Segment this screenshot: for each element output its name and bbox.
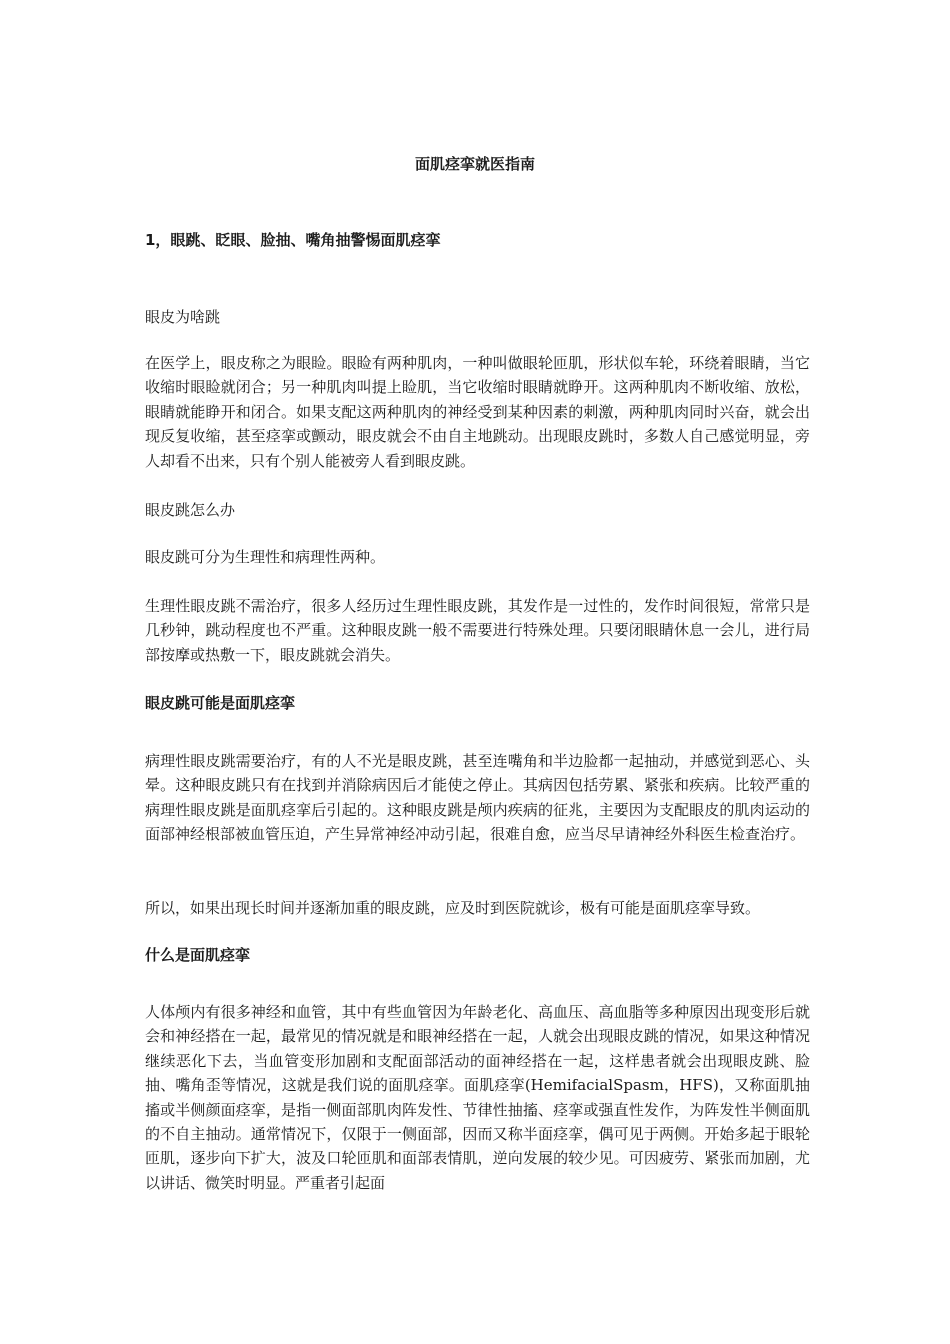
section-heading-1: 1，眼跳、眨眼、脸抽、嘴角抽警惕面肌痉挛 [145, 231, 441, 249]
subheading-what-to-do: 眼皮跳怎么办 [145, 501, 236, 519]
paragraph-definition: 人体颅内有很多神经和血管，其中有些血管因为年龄老化、高血压、高血脂等多种原因出现变形后就会和神经搭在一起，最常见的情况就是和眼神经搭在一起，人就会出现眼皮跳的情况，如果这种情况继续恶化下去，当血管变形加剧和支配面部活动的面神经搭在一起，这样患者就会出现眼皮跳、脸抽、嘴角歪等情况，这就是我们说的面肌痉挛。面肌痉挛(HemifacialSpasm，HFS)，又称面肌抽搐或半侧颜面痉挛，是指一侧面部肌肉阵发性、节律性抽搐、痉挛或强直性发作，为阵发性半侧面肌的不自主抽动。通常情况下，仅限于一侧面部，因而又称半面痉挛，偶可见于两侧。开始多起于眼轮匝肌，逐步向下扩大，波及口轮匝肌和面部表情肌，逆向发展的较少见。可因疲劳、紧张而加剧，尤以讲话、微笑时明显。严重者引起面 [145, 1003, 810, 1192]
heading-may-be-facial-spasm: 眼皮跳可能是面肌痉挛 [145, 694, 296, 712]
subheading-why-eyelid-twitch: 眼皮为啥跳 [145, 308, 221, 326]
paragraph-eyelid-anatomy: 在医学上，眼皮称之为眼睑。眼睑有两种肌肉，一种叫做眼轮匝肌，形状似车轮，环绕着眼睛，当它收缩时眼睑就闭合；另一种肌肉叫提上睑肌，当它收缩时眼睛就睁开。这两种肌肉不断收缩、放松，眼睛就能睁开和闭合。如果支配这两种肌肉的神经受到某种因素的刺激，两种肌肉同时兴奋，就会出现反复收缩，甚至痉挛或颤动，眼皮就会不由自主地跳动。出现眼皮跳时，多数人自己感觉明显，旁人却看不出来，只有个别人能被旁人看到眼皮跳。 [145, 354, 810, 470]
paragraph-two-types: 眼皮跳可分为生理性和病理性两种。 [145, 548, 386, 566]
paragraph-physiological: 生理性眼皮跳不需治疗，很多人经历过生理性眼皮跳，其发作是一过性的，发作时间很短，常常只是几秒钟，跳动程度也不严重。这种眼皮跳一般不需要进行特殊处理。只要闭眼睛休息一会儿，进行局部按摩或热敷一下，眼皮跳就会消失。 [145, 597, 810, 664]
document-title: 面肌痉挛就医指南 [414, 155, 535, 173]
paragraph-pathological: 病理性眼皮跳需要治疗，有的人不光是眼皮跳，甚至连嘴角和半边脸都一起抽动，并感觉到恶心、头晕。这种眼皮跳只有在找到并消除病因后才能使之停止。其病因包括劳累、紧张和疾病。比较严重的病理性眼皮跳是面肌痉挛后引起的。这种眼皮跳是颅内疾病的征兆，主要因为支配眼皮的肌肉运动的面部神经根部被血管压迫，产生异常神经冲动引起，很难自愈，应当尽早请神经外科医生检查治疗。 [145, 752, 810, 844]
paragraph-therefore: 所以，如果出现长时间并逐渐加重的眼皮跳，应及时到医院就诊，极有可能是面肌痉挛导致。 [145, 899, 761, 917]
heading-what-is-facial-spasm: 什么是面肌痉挛 [145, 946, 251, 964]
